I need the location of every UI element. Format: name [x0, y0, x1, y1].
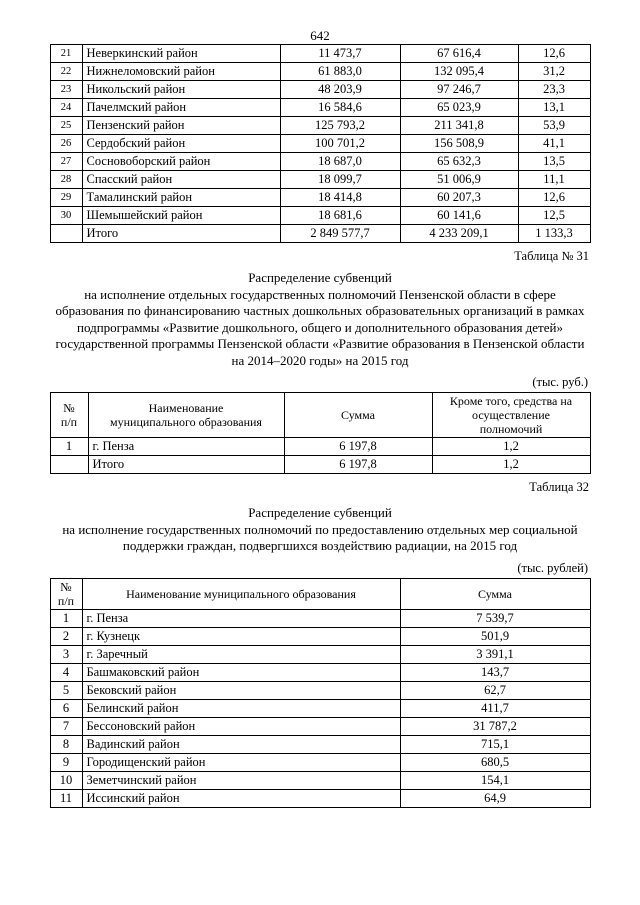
table-32-header-sum: Сумма — [400, 578, 590, 609]
row-sum: 7 539,7 — [400, 609, 590, 627]
row-value-2: 65 632,3 — [400, 153, 518, 171]
row-value-1: 48 203,9 — [280, 81, 400, 99]
row-name: Итого — [88, 456, 284, 474]
row-number: 22 — [50, 63, 82, 81]
table-31-head — [50, 393, 590, 438]
table-31-body — [50, 438, 590, 474]
row-extra: 1,2 — [432, 456, 590, 474]
row-value-2: 60 141,6 — [400, 207, 518, 225]
row-value-2: 51 006,9 — [400, 171, 518, 189]
row-sum: 501,9 — [400, 627, 590, 645]
table-row — [50, 207, 590, 225]
row-number: 2 — [50, 627, 82, 645]
row-sum: 31 787,2 — [400, 717, 590, 735]
row-number: 26 — [50, 135, 82, 153]
table-32-header-no-line2: п/п — [57, 593, 75, 608]
row-sum: 3 391,1 — [400, 645, 590, 663]
table-31-header-name — [88, 393, 284, 438]
row-number: 3 — [50, 645, 82, 663]
row-number: 8 — [50, 735, 82, 753]
row-name: Пензенский район — [82, 117, 280, 135]
row-value-2: 60 207,3 — [400, 189, 518, 207]
table-row — [50, 717, 590, 735]
row-sum: 680,5 — [400, 753, 590, 771]
table-31-units: (тыс. руб.) — [532, 375, 588, 389]
table-31-header-sum: Сумма — [284, 393, 432, 438]
row-sum: 6 197,8 — [284, 456, 432, 474]
row-value-3: 31,2 — [518, 63, 590, 81]
row-value-2: 211 341,8 — [400, 117, 518, 135]
table-row — [50, 45, 590, 63]
table-row — [50, 189, 590, 207]
row-name: Нижнеломовский район — [82, 63, 280, 81]
row-name: Бековский район — [82, 681, 400, 699]
row-number: 10 — [50, 771, 82, 789]
row-sum: 143,7 — [400, 663, 590, 681]
row-sum: 6 197,8 — [284, 438, 432, 456]
row-number: 7 — [50, 717, 82, 735]
row-name: Белинский район — [82, 699, 400, 717]
table-row — [50, 645, 590, 663]
table-31-header-row — [50, 393, 590, 438]
table-row — [50, 438, 590, 456]
table-continued-body — [50, 45, 590, 243]
row-name: Шемышейский район — [82, 207, 280, 225]
table-32-units: (тыс. рублей) — [517, 560, 588, 575]
table-row — [50, 699, 590, 717]
row-number: 23 — [50, 81, 82, 99]
table-31-header-extra — [432, 393, 590, 438]
table-32-title — [50, 505, 590, 555]
table-row — [50, 117, 590, 135]
table-32-header-name: Наименование муниципального образования — [82, 578, 400, 609]
table-32-header-no-line1: № — [60, 579, 72, 594]
table-31 — [50, 392, 591, 474]
row-number: 24 — [50, 99, 82, 117]
row-value-1: 100 701,2 — [280, 135, 400, 153]
row-value-1: 61 883,0 — [280, 63, 400, 81]
table-31-caption: Таблица № 31 — [514, 249, 589, 263]
table-continued-from-previous-page — [50, 44, 591, 243]
table-row — [50, 153, 590, 171]
table-row — [50, 171, 590, 189]
row-value-3: 1 133,3 — [518, 225, 590, 243]
row-value-3: 13,1 — [518, 99, 590, 117]
table-row — [50, 135, 590, 153]
row-value-3: 53,9 — [518, 117, 590, 135]
row-number — [50, 456, 88, 474]
row-number — [50, 225, 82, 243]
row-number: 27 — [50, 153, 82, 171]
row-name: г. Пенза — [88, 438, 284, 456]
row-number: 1 — [50, 609, 82, 627]
row-number: 25 — [50, 117, 82, 135]
row-value-1: 18 681,6 — [280, 207, 400, 225]
row-sum: 64,9 — [400, 789, 590, 807]
table-row — [50, 681, 590, 699]
table-row — [50, 663, 590, 681]
table-32-header-row — [50, 578, 590, 609]
row-value-3: 41,1 — [518, 135, 590, 153]
table-31-header-name-line1: Наименование — [148, 401, 224, 415]
row-number: 1 — [50, 438, 88, 456]
row-name: Пачелмский район — [82, 99, 280, 117]
row-name: г. Кузнецк — [82, 627, 400, 645]
row-name: Вадинский район — [82, 735, 400, 753]
row-name: г. Пенза — [82, 609, 400, 627]
row-value-3: 11,1 — [518, 171, 590, 189]
row-number: 11 — [50, 789, 82, 807]
row-name: Земетчинский район — [82, 771, 400, 789]
row-sum: 62,7 — [400, 681, 590, 699]
row-number: 6 — [50, 699, 82, 717]
row-value-3: 12,5 — [518, 207, 590, 225]
table-31-header-no-line2: п/п — [60, 415, 78, 429]
row-value-2: 132 095,4 — [400, 63, 518, 81]
row-value-2: 97 246,7 — [400, 81, 518, 99]
row-value-2: 67 616,4 — [400, 45, 518, 63]
row-value-3: 12,6 — [518, 189, 590, 207]
row-value-1: 11 473,7 — [280, 45, 400, 63]
row-number: 9 — [50, 753, 82, 771]
row-value-1: 18 687,0 — [280, 153, 400, 171]
table-32-title-body: на исполнение государственных полномочий по предоставлению отдельных мер социальной поддержки граждан, подвергшихся воздействию радиации, на 2015 год — [62, 521, 578, 553]
row-value-1: 18 414,8 — [280, 189, 400, 207]
table-31-header-extra-line3: полномочий — [479, 422, 543, 436]
row-value-2: 156 508,9 — [400, 135, 518, 153]
page-number: 642 — [310, 28, 330, 43]
table-row — [50, 99, 590, 117]
table-row — [50, 771, 590, 789]
row-value-3: 12,6 — [518, 45, 590, 63]
table-row — [50, 456, 590, 474]
row-name: Неверкинский район — [82, 45, 280, 63]
table-row — [50, 753, 590, 771]
row-number: 4 — [50, 663, 82, 681]
row-number: 21 — [50, 45, 82, 63]
row-name: Спасский район — [82, 171, 280, 189]
table-row — [50, 81, 590, 99]
table-32-head — [50, 578, 590, 609]
row-value-1: 2 849 577,7 — [280, 225, 400, 243]
row-value-3: 13,5 — [518, 153, 590, 171]
row-name: Башмаковский район — [82, 663, 400, 681]
table-row — [50, 735, 590, 753]
row-number: 5 — [50, 681, 82, 699]
row-value-3: 23,3 — [518, 81, 590, 99]
table-31-title-line1: Распределение субвенций — [248, 270, 392, 285]
row-sum: 715,1 — [400, 735, 590, 753]
table-32 — [50, 578, 591, 808]
table-32-title-line1: Распределение субвенций — [248, 505, 392, 520]
table-row — [50, 789, 590, 807]
row-name: Городищенский район — [82, 753, 400, 771]
table-32-header-no — [50, 578, 82, 609]
table-32-caption: Таблица 32 — [529, 480, 589, 494]
table-31-title-body: на исполнение отдельных государственных полномочий Пензенской области в сфере образования по финансированию частных дошкольных образовательных организаций в рамках подпрограммы «Развитие дошкольного, общего и дополнительного образования детей» государственной программы Пензенской области «Развитие образования в Пензенской области на 2014–2020 годы» на 2015 год — [55, 286, 585, 368]
table-31-header-extra-line2: осуществление — [472, 408, 550, 422]
row-extra: 1,2 — [432, 438, 590, 456]
row-name: Сердобский район — [82, 135, 280, 153]
table-31-header-no-line1: № — [63, 401, 75, 415]
row-value-1: 18 099,7 — [280, 171, 400, 189]
row-name: г. Заречный — [82, 645, 400, 663]
row-name: Итого — [82, 225, 280, 243]
row-sum: 411,7 — [400, 699, 590, 717]
row-name: Иссинский район — [82, 789, 400, 807]
table-31-header-name-line2: муниципального образования — [110, 415, 262, 429]
table-row — [50, 225, 590, 243]
table-31-header-no — [50, 393, 88, 438]
row-value-1: 16 584,6 — [280, 99, 400, 117]
row-value-2: 4 233 209,1 — [400, 225, 518, 243]
row-name: Сосновоборский район — [82, 153, 280, 171]
table-31-header-extra-line1: Кроме того, средства на — [449, 394, 573, 408]
row-number: 30 — [50, 207, 82, 225]
row-number: 28 — [50, 171, 82, 189]
table-31-title — [50, 270, 590, 369]
row-name: Тамалинский район — [82, 189, 280, 207]
table-row — [50, 627, 590, 645]
row-name: Никольский район — [82, 81, 280, 99]
row-number: 29 — [50, 189, 82, 207]
row-name: Бессоновский район — [82, 717, 400, 735]
table-32-body — [50, 609, 590, 807]
row-value-2: 65 023,9 — [400, 99, 518, 117]
table-row — [50, 609, 590, 627]
table-row — [50, 63, 590, 81]
row-value-1: 125 793,2 — [280, 117, 400, 135]
row-sum: 154,1 — [400, 771, 590, 789]
